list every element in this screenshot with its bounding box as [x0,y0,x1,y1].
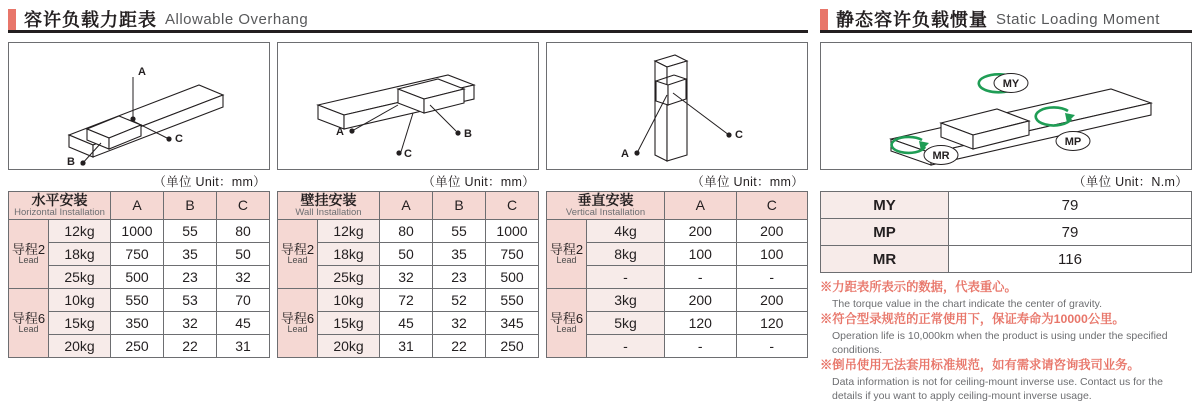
table-row [278,334,539,357]
table-header-install-horizontal [9,192,111,220]
note-en: Operation life is 10,000km when the product is using under the specified conditions. [832,329,1168,356]
value-cell: 32 [433,311,486,334]
note-en: The torque value in the chart indicate the center of gravity. [832,297,1103,310]
value-cell: 500 [486,265,539,288]
col-header-c: C [216,192,269,220]
weight-cell: 12kg [49,219,111,242]
table-header-install-vertical: 垂直安装 Vertical Installation [547,192,665,220]
table-row [547,334,808,357]
moment-value: 79 [949,192,1192,219]
table-row [278,311,539,334]
weight-cell: 12kg [318,219,380,242]
figure-static-loading-moment [820,42,1192,170]
value-cell: 22 [164,334,217,357]
value-cell: 100 [665,242,737,265]
value-cell: 52 [433,288,486,311]
weight-cell: 18kg [49,242,111,265]
dot-a [130,116,135,121]
figure-label-a: A [336,126,344,138]
weight-cell: 5kg [587,311,665,334]
figure-label-my: MY [1002,78,1020,90]
value-cell: 550 [486,288,539,311]
value-cell: 53 [164,288,217,311]
dot-b [80,160,85,165]
table-row [278,242,539,265]
value-cell: 23 [164,265,217,288]
weight-cell: - [587,265,665,288]
value-cell: 70 [216,288,269,311]
value-cell: 750 [111,242,164,265]
value-cell: 500 [111,265,164,288]
lead-group-6: 导程6 Lead [278,288,318,357]
table-vertical [546,191,808,358]
value-cell: 100 [736,242,808,265]
col-header-a: A [111,192,164,220]
value-cell: 200 [736,288,808,311]
table-row [9,288,270,311]
accent-bar-right [820,9,828,30]
table-row [821,219,1192,246]
table-row [547,192,808,220]
col-header-c: C [486,192,539,220]
value-cell: 80 [380,219,433,242]
accent-bar-left [8,9,16,30]
section-title-cn-left: 容许负载力距表 [24,10,157,30]
table-row [547,242,808,265]
moment-value: 79 [949,219,1192,246]
dot-c [166,136,171,141]
section-title-cn-right: 静态容许负载惯量 [836,10,988,30]
section-header-right [820,6,1192,32]
value-cell: - [665,334,737,357]
value-cell: 31 [216,334,269,357]
value-cell: 35 [164,242,217,265]
table-row [821,192,1192,219]
value-cell: 550 [111,288,164,311]
figure-label-c: C [735,129,743,141]
lead-group-2: 导程2 Lead [547,219,587,288]
header-cn: 水平安装 [31,192,88,208]
table-header-install-wall: 壁挂安装 Wall Installation [278,192,380,220]
column-vertical [546,42,808,358]
value-cell: 250 [486,334,539,357]
figure-label-c: C [404,148,412,160]
note-cn: ※符合型录规范的正常使用下，保证寿命为10000公里。 [820,312,1125,326]
value-cell: - [665,265,737,288]
value-cell: 55 [433,219,486,242]
note-cn: ※力距表所表示的数据，代表重心。 [820,280,1017,294]
table-row [547,219,808,242]
value-cell: 32 [164,311,217,334]
value-cell: 350 [111,311,164,334]
weight-cell: 18kg [318,242,380,265]
weight-cell: 8kg [587,242,665,265]
table-row [278,288,539,311]
col-header-b: B [164,192,217,220]
value-cell: 31 [380,334,433,357]
column-static-moment [820,42,1192,403]
table-horizontal [8,191,270,358]
figure-label-mr: MR [932,150,950,162]
value-cell: 22 [433,334,486,357]
value-cell: 250 [111,334,164,357]
moment-key: MY [821,192,949,219]
value-cell: 120 [736,311,808,334]
value-cell: 50 [216,242,269,265]
weight-cell: 4kg [587,219,665,242]
value-cell: 1000 [486,219,539,242]
value-cell: 55 [164,219,217,242]
unit-label-vertical: （单位 Unit：mm） [691,175,804,189]
lead-group-2: 导程2 Lead [9,219,49,288]
table-row [547,311,808,334]
note-cn: ※倒吊使用无法套用标准规范，如有需求请咨询我司业务。 [820,358,1140,373]
figure-label-b: B [464,128,472,140]
value-cell: 45 [216,311,269,334]
figure-label-mp: MP [1064,136,1082,148]
figure-label-a: A [621,148,629,160]
figure-horizontal-installation [8,42,270,170]
value-cell: 32 [216,265,269,288]
header-rule-right [820,30,1192,33]
header-rule-left [8,30,808,33]
lead-group-6: 导程6 Lead [9,288,49,357]
table-row [9,242,270,265]
figure-label-a: A [138,66,146,78]
section-header-left [8,6,808,32]
unit-label-wall: （单位 Unit：mm） [422,175,535,189]
lead-group-2: 导程2 Lead [278,219,318,288]
value-cell: 45 [380,311,433,334]
value-cell: 345 [486,311,539,334]
table-row [547,265,808,288]
lead-group-6: 导程6 Lead [547,288,587,357]
value-cell: 80 [216,219,269,242]
value-cell: 72 [380,288,433,311]
weight-cell: 3kg [587,288,665,311]
figure-wall-installation [277,42,539,170]
unit-label-horizontal: （单位 Unit：mm） [153,175,266,189]
col-header-c: C [736,192,808,220]
table-row [547,288,808,311]
weight-cell: 15kg [318,311,380,334]
weight-cell: 10kg [318,288,380,311]
table-row [278,219,539,242]
value-cell: - [736,265,808,288]
moment-value: 116 [949,246,1192,273]
table-row [9,334,270,357]
header-en: Horizontal Installation [14,206,105,218]
weight-cell: 15kg [49,311,111,334]
figure-label-c: C [175,133,183,145]
table-row [821,246,1192,273]
value-cell: 120 [665,311,737,334]
col-header-a: A [665,192,737,220]
table-row [278,192,539,220]
figure-vertical-installation [546,42,808,170]
column-horizontal [8,42,270,358]
value-cell: 200 [665,219,737,242]
unit-label-moment: （单位 Unit：N.m） [1072,175,1188,189]
col-header-b: B [433,192,486,220]
table-static-moment [820,191,1192,273]
weight-cell: 25kg [49,265,111,288]
section-title-en-left: Allowable Overhang [165,10,309,28]
moment-key: MP [821,219,949,246]
value-cell: 50 [380,242,433,265]
value-cell: 32 [380,265,433,288]
notes-list [820,279,1192,403]
table-row [9,265,270,288]
table-row [9,311,270,334]
weight-cell: 20kg [49,334,111,357]
value-cell: - [736,334,808,357]
section-title-en-right: Static Loading Moment [996,10,1160,28]
value-cell: 23 [433,265,486,288]
note-en: Data information is not for ceiling-mount inverse use. Contact us for the details if you want to apply ceiling-mount inverse usage. [832,376,1163,403]
table-row [9,192,270,220]
table-wall [277,191,539,358]
weight-cell: 10kg [49,288,111,311]
value-cell: 200 [736,219,808,242]
value-cell: 35 [433,242,486,265]
weight-cell: 20kg [318,334,380,357]
figure-label-b: B [67,156,75,168]
value-cell: 750 [486,242,539,265]
table-row [9,219,270,242]
value-cell: 1000 [111,219,164,242]
weight-cell: - [587,334,665,357]
col-header-a: A [380,192,433,220]
moment-key: MR [821,246,949,273]
column-wall [277,42,539,358]
weight-cell: 25kg [318,265,380,288]
value-cell: 200 [665,288,737,311]
table-row [278,265,539,288]
